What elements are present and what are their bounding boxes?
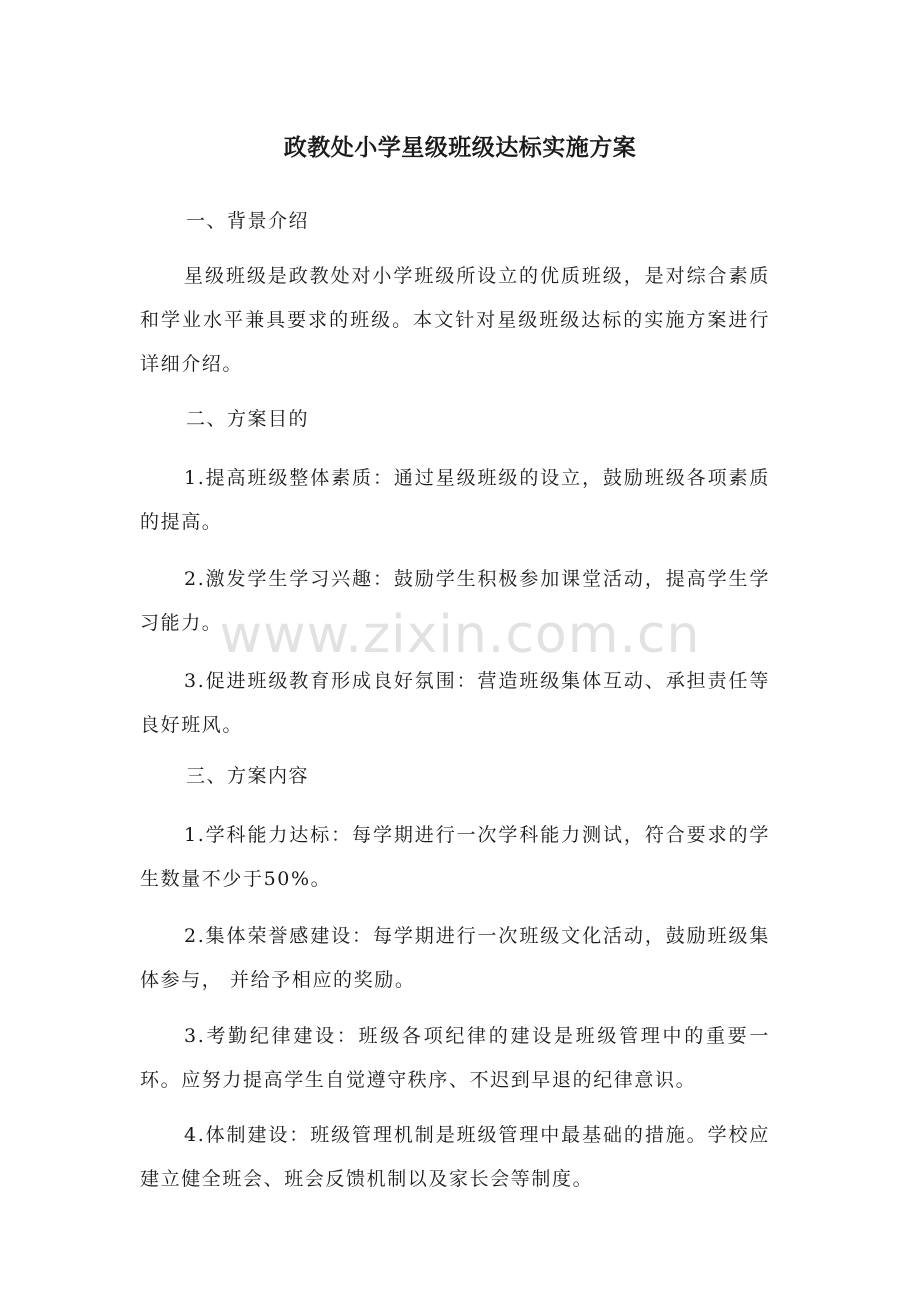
- section-heading-content: 三、方案内容: [186, 765, 310, 787]
- section-heading-purpose: 二、方案目的: [186, 408, 310, 430]
- paragraph-content-1: 1.学科能力达标：每学期进行一次学科能力测试，符合要求的学生数量不少于50%。: [140, 824, 770, 890]
- paragraph-purpose-1: 1.提高班级整体素质：通过星级班级的设立，鼓励班级各项素质的提高。: [140, 467, 770, 533]
- paragraph-content-4: 4.体制建设：班级管理机制是班级管理中最基础的措施。学校应建立健全班会、班会反馈机制以及家长会等制度。: [140, 1124, 770, 1190]
- watermark: www.zixin.com.cn: [219, 605, 701, 665]
- paragraph-background-intro: 星级班级是政教处对小学班级所设立的优质班级，是对综合素质和学业水平兼具要求的班级。本文针对星级班级达标的实施方案进行详细介绍。: [140, 265, 770, 375]
- document-title: 政教处小学星级班级达标实施方案: [283, 135, 637, 161]
- paragraph-content-3: 3.考勤纪律建设：班级各项纪律的建设是班级管理中的重要一环。应努力提高学生自觉遵守秩序、不迟到早退的纪律意识。: [140, 1025, 770, 1091]
- section-heading-background: 一、背景介绍: [186, 210, 310, 232]
- paragraph-purpose-2: 2.激发学生学习兴趣：鼓励学生积极参加课堂活动，提高学生学习能力。: [140, 568, 770, 634]
- paragraph-content-2: 2.集体荣誉感建设：每学期进行一次班级文化活动，鼓励班级集体参与， 并给予相应的奖励。: [140, 925, 770, 991]
- paragraph-purpose-3: 3.促进班级教育形成良好氛围：营造班级集体互动、承担责任等良好班风。: [140, 670, 770, 736]
